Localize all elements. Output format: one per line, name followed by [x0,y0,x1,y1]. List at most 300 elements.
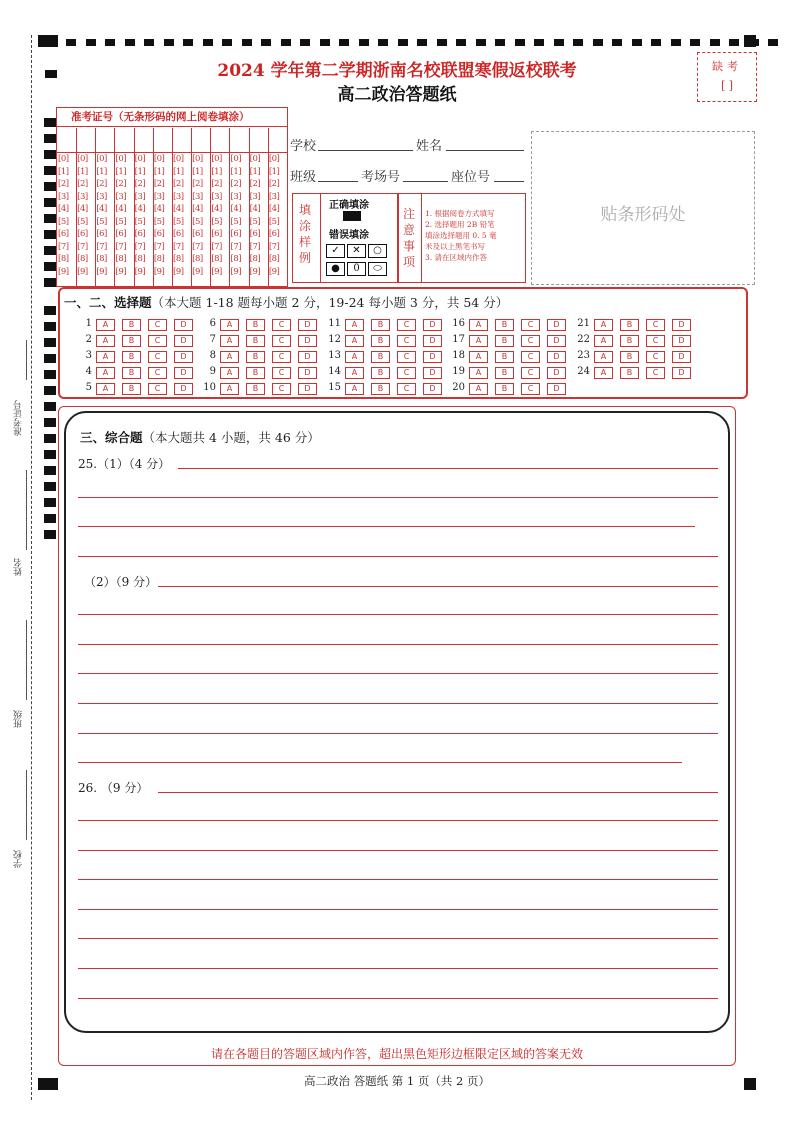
id-digit-bubble[interactable]: [7] [249,241,261,252]
choice-bubble-b[interactable]: B [246,367,265,379]
id-digit-bubble[interactable]: [7] [173,241,184,252]
top-timing-mark [690,39,700,46]
choice-bubble-d[interactable]: D [174,351,193,363]
choice-bubble-d[interactable]: D [672,319,691,331]
id-digit-bubble[interactable]: [6] [58,229,69,239]
top-timing-mark [144,39,154,46]
id-digit-bubble[interactable]: [2] [58,179,69,189]
id-digit-bubble[interactable]: [3] [153,191,165,202]
answer-line[interactable] [78,614,718,615]
id-digit-bubble[interactable]: [8] [96,254,107,264]
choice-bubble-b[interactable]: B [246,335,265,347]
warning-text: 请在各题目的答题区域内作答，超出黑色矩形边框限定区域的答案无效 [210,1047,583,1061]
choice-bubble-b[interactable]: B [495,367,514,379]
id-digit-bubble[interactable]: [3] [58,191,69,202]
choice-bubble-c[interactable]: C [646,351,665,363]
choice-bubble-c[interactable]: C [521,319,540,331]
choice-bubble-b[interactable]: B [122,351,141,363]
choice-bubble-b[interactable]: B [495,351,514,363]
answer-line[interactable] [78,968,718,969]
choice-bubble-c[interactable]: C [397,383,416,395]
choice-bubble-c[interactable]: C [272,351,291,363]
choice-bubble-d[interactable]: D [547,367,566,379]
id-digit-bubble[interactable]: [8] [77,254,88,264]
wrong-fill-label: 错误填涂 [329,230,369,241]
id-digit-bubble[interactable]: [0] [211,154,222,164]
seat-field[interactable] [494,181,524,182]
choice-bubble-c[interactable]: C [521,383,540,395]
choice-bubble-d[interactable]: D [174,335,193,347]
answer-line[interactable] [78,733,718,734]
choice-bubble-b[interactable]: B [371,319,390,331]
choice-question-number: 10 [203,382,216,393]
choice-bubble-c[interactable]: C [397,319,416,331]
choice-heading [64,293,508,311]
id-digit-bubble[interactable]: [8] [153,254,165,264]
choice-bubble-c[interactable]: C [148,351,167,363]
id-digit-bubble[interactable]: [6] [268,229,280,239]
choice-bubble-a[interactable]: A [345,383,364,395]
choice-bubble-b[interactable]: B [495,383,514,395]
id-digit-bubble[interactable]: [5] [96,216,107,227]
choice-bubble-a[interactable]: A [594,335,613,347]
choice-bubble-c[interactable]: C [272,319,291,331]
corner-mark [744,35,756,47]
answer-line[interactable] [78,909,718,910]
top-timing-mark [729,39,739,46]
id-digit-bubble[interactable]: [3] [96,191,107,202]
id-digit-bubble[interactable]: [8] [268,254,280,264]
id-digit-bubble[interactable]: [1] [173,166,184,177]
answer-line[interactable] [78,879,718,880]
id-digit-bubble[interactable]: [0] [230,154,242,164]
id-digit-bubble[interactable]: [5] [192,216,203,227]
corner-mark [38,35,58,47]
choice-question-number: 22 [577,334,590,345]
choice-bubble-a[interactable]: A [469,351,488,363]
exam-room-label: 考场号 [361,170,401,185]
choice-bubble-d[interactable]: D [298,319,317,331]
answer-line[interactable] [78,556,718,557]
choice-bubble-d[interactable]: D [672,335,691,347]
barcode-label: 贴条形码处 [600,205,686,225]
id-digit-bubble[interactable]: [0] [96,154,107,164]
choice-bubble-c[interactable]: C [397,335,416,347]
id-digit-bubble[interactable]: [3] [230,191,242,202]
id-digit-bubble[interactable]: [5] [153,216,165,227]
id-digit-bubble[interactable]: [9] [134,266,146,277]
side-label-class: 班级 [14,710,24,728]
id-digit-bubble[interactable]: [9] [115,266,127,277]
answer-line[interactable] [78,526,695,527]
id-digit-bubble[interactable]: [0] [173,154,184,164]
choice-question-number: 11 [328,318,341,329]
id-digit-bubble[interactable]: [5] [211,216,222,227]
id-digit-bubble[interactable]: [0] [268,154,280,164]
id-digit-bubble[interactable]: [0] [115,154,127,164]
id-digit-bubble[interactable]: [0] [153,154,165,164]
id-digit-bubble[interactable]: [1] [58,166,69,177]
top-timing-mark [320,39,330,46]
id-digit-bubble[interactable]: [3] [211,191,222,202]
id-digit-bubble[interactable]: [5] [58,216,69,227]
id-digit-bubble[interactable]: [1] [115,166,127,177]
side-timing-mark [44,166,56,175]
id-digit-bubble[interactable]: [7] [96,241,107,252]
choice-question-number: 23 [577,350,590,361]
id-digit-bubble[interactable]: [0] [77,154,88,164]
id-digit-bubble[interactable]: [9] [153,266,165,277]
absent-checkbox[interactable]: [ ] [720,79,734,92]
choice-bubble-b[interactable]: B [620,335,639,347]
id-digit-bubble[interactable]: [1] [153,166,165,177]
id-digit-bubble[interactable]: [8] [58,254,69,264]
top-timing-mark [222,39,232,46]
id-digit-bubble[interactable]: [9] [77,266,88,277]
id-digit-bubble[interactable]: [8] [249,254,261,264]
id-digit-bubble[interactable]: [3] [192,191,203,202]
choice-bubble-c[interactable]: C [148,335,167,347]
choice-bubble-b[interactable]: B [246,319,265,331]
side-underline-class [26,620,27,700]
id-digit-bubble[interactable]: [4] [211,204,222,214]
id-digit-bubble[interactable]: [9] [96,266,107,277]
id-digit-bubble[interactable]: [6] [230,229,242,239]
essay-heading [80,428,320,446]
id-digit-bubble[interactable]: [5] [77,216,88,227]
id-digit-bubble[interactable]: [2] [115,179,127,189]
id-digit-bubble[interactable]: [6] [96,229,107,239]
side-timing-mark [44,262,56,271]
choice-bubble-a[interactable]: A [96,351,115,363]
id-digit-bubble[interactable]: [2] [96,179,107,189]
top-timing-mark [495,39,505,46]
choice-bubble-d[interactable]: D [298,351,317,363]
id-digit-bubble[interactable]: [3] [173,191,184,202]
id-digit-bubble[interactable]: [6] [211,229,222,239]
id-digit-bubble[interactable]: [0] [134,154,146,164]
choice-bubble-d[interactable]: D [298,335,317,347]
class-field[interactable] [318,181,358,182]
choice-bubble-a[interactable]: A [220,335,239,347]
id-digit-bubble[interactable]: [1] [96,166,107,177]
notes-label: 注意事项 [403,207,416,269]
answer-line[interactable] [78,938,718,939]
choice-bubble-c[interactable]: C [646,367,665,379]
name-field[interactable] [446,150,524,151]
top-timing-mark [300,39,310,46]
choice-question-number: 24 [577,366,590,377]
id-digit-bubble[interactable]: [5] [173,216,184,227]
id-digit-bubble[interactable]: [3] [249,191,261,202]
choice-bubble-a[interactable]: A [469,319,488,331]
corner-mark [38,1078,58,1090]
choice-bubble-d[interactable]: D [547,319,566,331]
choice-bubble-a[interactable]: A [96,319,115,331]
choice-bubble-c[interactable]: C [646,335,665,347]
choice-bubble-d[interactable]: D [298,367,317,379]
side-timing-mark [44,214,56,223]
choice-bubble-b[interactable]: B [122,335,141,347]
note-item: 米及以上黑笔书写 [425,242,485,251]
choice-bubble-a[interactable]: A [345,335,364,347]
id-digit-bubble[interactable]: [6] [153,229,165,239]
id-digit-bubble[interactable]: [7] [153,241,165,252]
id-digit-bubble[interactable]: [3] [134,191,146,202]
answer-line[interactable] [78,998,718,999]
id-digit-bubble[interactable]: [4] [268,204,280,214]
choice-bubble-a[interactable]: A [469,335,488,347]
answer-line[interactable] [158,792,718,793]
notes-divider [421,194,422,282]
id-digit-bubble[interactable]: [6] [134,229,146,239]
choice-bubble-d[interactable]: D [298,383,317,395]
id-digit-bubble[interactable]: [4] [173,204,184,214]
corner-mark [744,1078,756,1090]
id-digit-bubble[interactable]: [8] [173,254,184,264]
choice-question-number: 13 [328,350,341,361]
school-label: 学校 [290,139,317,154]
id-digit-bubble[interactable]: [3] [115,191,127,202]
id-digit-bubble[interactable]: [8] [230,254,242,264]
id-digit-bubble[interactable]: [7] [115,241,127,252]
id-digit-bubble[interactable]: [4] [230,204,242,214]
notes-list [425,208,497,263]
choice-bubble-a[interactable]: A [594,351,613,363]
choice-bubble-d[interactable]: D [547,335,566,347]
choice-bubble-d[interactable]: D [423,319,442,331]
choice-bubble-a[interactable]: A [594,319,613,331]
choice-bubble-b[interactable]: B [371,335,390,347]
choice-bubble-b[interactable]: B [620,319,639,331]
absent-label: 缺考 [712,60,742,73]
choice-bubble-d[interactable]: D [174,319,193,331]
id-digit-bubble[interactable]: [1] [249,166,261,177]
choice-bubble-a[interactable]: A [594,367,613,379]
wrong-fill-mark: ⬭ [368,262,387,276]
answer-line[interactable] [78,673,718,674]
top-timing-mark [612,39,622,46]
id-digit-bubble[interactable]: [7] [134,241,146,252]
absent-box[interactable] [697,52,757,102]
choice-bubble-b[interactable]: B [371,351,390,363]
choice-bubble-b[interactable]: B [246,351,265,363]
top-timing-mark [398,39,408,46]
choice-bubble-c[interactable]: C [272,383,291,395]
answer-line[interactable] [78,497,718,498]
choice-bubble-b[interactable]: B [122,367,141,379]
id-digit-bubble[interactable]: [5] [268,216,280,227]
choice-bubble-a[interactable]: A [220,367,239,379]
top-timing-mark [164,39,174,46]
choice-bubble-a[interactable]: A [469,383,488,395]
choice-bubble-d[interactable]: D [423,367,442,379]
id-digit-bubble[interactable]: [1] [268,166,280,177]
notes-box [398,193,526,283]
id-digit-bubble[interactable]: [8] [115,254,127,264]
id-digit-bubble[interactable]: [4] [153,204,165,214]
id-digit-bubble[interactable]: [0] [249,154,261,164]
choice-bubble-a[interactable]: A [220,351,239,363]
answer-line[interactable] [78,762,682,763]
answer-line[interactable] [78,820,718,821]
choice-bubble-c[interactable]: C [272,367,291,379]
choice-bubble-b[interactable]: B [122,319,141,331]
choice-bubble-a[interactable]: A [345,367,364,379]
id-digit-bubble[interactable]: [4] [77,204,88,214]
id-digit-bubble[interactable]: [4] [249,204,261,214]
choice-bubble-c[interactable]: C [272,335,291,347]
choice-bubble-d[interactable]: D [423,351,442,363]
id-digit-bubble[interactable]: [6] [77,229,88,239]
top-timing-mark [378,39,388,46]
id-digit-bubble[interactable]: [4] [134,204,146,214]
id-digit-bubble[interactable]: [2] [249,179,261,189]
answer-line[interactable] [78,644,718,645]
choice-bubble-b[interactable]: B [246,383,265,395]
choice-bubble-a[interactable]: A [96,335,115,347]
id-digit-bubble[interactable]: [5] [115,216,127,227]
choice-bubble-d[interactable]: D [547,383,566,395]
choice-question-number: 21 [577,318,590,329]
choice-question-number: 12 [328,334,341,345]
choice-bubble-a[interactable]: A [96,383,115,395]
id-digit-bubble[interactable]: [5] [230,216,242,227]
id-digit-bubble[interactable]: [9] [192,266,203,277]
choice-bubble-c[interactable]: C [397,367,416,379]
id-digit-bubble[interactable]: [2] [134,179,146,189]
id-digit-bubble[interactable]: [1] [192,166,203,177]
id-digit-bubble[interactable]: [2] [268,179,280,189]
choice-bubble-a[interactable]: A [220,319,239,331]
side-timing-mark [44,370,56,379]
choice-question-number: 1 [85,318,92,329]
id-digit-bubble[interactable]: [3] [268,191,280,202]
id-digit-bubble[interactable]: [2] [173,179,184,189]
essay-title: 三、综合题 [80,430,143,445]
choice-bubble-c[interactable]: C [521,351,540,363]
id-digit-bubble[interactable]: [6] [249,229,261,239]
choice-bubble-b[interactable]: B [122,383,141,395]
answer-line[interactable] [158,586,718,587]
id-digit-bubble[interactable]: [0] [58,154,69,164]
id-digit-bubble[interactable]: [8] [134,254,146,264]
id-digit-bubble[interactable]: [0] [192,154,203,164]
choice-bubble-c[interactable]: C [521,335,540,347]
note-item: 1. 根据阅卷方式填写 [425,209,495,218]
choice-bubble-c[interactable]: C [397,351,416,363]
id-digit-bubble[interactable]: [6] [192,229,203,239]
id-digit-bubble[interactable]: [6] [115,229,127,239]
id-digit-bubble[interactable]: [7] [211,241,222,252]
top-timing-mark [339,39,349,46]
id-digit-bubble[interactable]: [7] [58,241,69,252]
side-timing-mark [44,306,56,315]
id-digit-bubble[interactable]: [4] [115,204,127,214]
school-field[interactable] [318,150,413,151]
id-digit-bubble[interactable]: [9] [58,266,69,277]
id-digit-bubble[interactable]: [7] [77,241,88,252]
choice-bubble-d[interactable]: D [672,367,691,379]
choice-question-number: 18 [452,350,465,361]
side-timing-mark [44,514,56,523]
answer-line[interactable] [178,468,718,469]
id-digit-bubble[interactable]: [9] [268,266,280,277]
choice-bubble-a[interactable]: A [345,319,364,331]
id-digit-bubble[interactable]: [2] [230,179,242,189]
id-digit-bubble[interactable]: [9] [211,266,222,277]
exam-room-field[interactable] [403,181,448,182]
id-digit-bubble[interactable]: [9] [173,266,184,277]
id-digit-bubble[interactable]: [4] [58,204,69,214]
choice-bubble-b[interactable]: B [371,383,390,395]
id-digit-bubble[interactable]: [4] [96,204,107,214]
side-timing-mark [44,466,56,475]
choice-bubble-b[interactable]: B [371,367,390,379]
side-timing-mark [44,434,56,443]
id-digit-bubble[interactable]: [1] [211,166,222,177]
choice-bubble-a[interactable]: A [220,383,239,395]
answer-line[interactable] [78,703,718,704]
choice-bubble-b[interactable]: B [620,367,639,379]
answer-line[interactable] [78,850,718,851]
choice-question-number: 2 [85,334,92,345]
choice-bubble-b[interactable]: B [495,335,514,347]
id-digit-bubble[interactable]: [6] [173,229,184,239]
choice-bubble-d[interactable]: D [672,351,691,363]
choice-bubble-b[interactable]: B [620,351,639,363]
id-digit-bubble[interactable]: [2] [153,179,165,189]
id-digit-bubble[interactable]: [2] [77,179,88,189]
choice-question-number: 17 [452,334,465,345]
id-digit-bubble[interactable]: [3] [77,191,88,202]
choice-bubble-a[interactable]: A [345,351,364,363]
choice-bubble-c[interactable]: C [646,319,665,331]
choice-bubble-d[interactable]: D [547,351,566,363]
choice-bubble-c[interactable]: C [521,367,540,379]
id-digit-bubble[interactable]: [7] [268,241,280,252]
side-timing-mark [44,278,56,287]
choice-bubble-d[interactable]: D [423,383,442,395]
id-digit-bubble[interactable]: [8] [192,254,203,264]
choice-bubble-c[interactable]: C [148,383,167,395]
id-digit-bubble[interactable]: [7] [192,241,203,252]
choice-bubble-d[interactable]: D [174,383,193,395]
side-label-school: 学校 [14,850,24,868]
id-digit-bubble[interactable]: [4] [192,204,203,214]
id-digit-bubble[interactable]: [9] [249,266,261,277]
id-digit-bubble[interactable]: [5] [249,216,261,227]
id-digit-bubble[interactable]: [2] [192,179,203,189]
choice-bubble-c[interactable]: C [148,367,167,379]
id-digit-bubble[interactable]: [7] [230,241,242,252]
id-grid-title: 准考证号（无条形码的网上阅卷填涂） [57,108,287,127]
id-digit-bubble[interactable]: [1] [77,166,88,177]
id-digit-bubble[interactable]: [9] [230,266,242,277]
id-digit-bubble[interactable]: [8] [211,254,222,264]
id-digit-bubble[interactable]: [1] [134,166,146,177]
choice-bubble-a[interactable]: A [96,367,115,379]
choice-bubble-d[interactable]: D [423,335,442,347]
choice-bubble-c[interactable]: C [148,319,167,331]
choice-bubble-a[interactable]: A [469,367,488,379]
id-digit-bubble[interactable]: [5] [134,216,146,227]
wrong-fill-mark: ✓ [326,244,345,258]
id-digit-bubble[interactable]: [1] [230,166,242,177]
choice-bubble-b[interactable]: B [495,319,514,331]
id-digit-bubble[interactable]: [2] [211,179,222,189]
choice-bubble-d[interactable]: D [174,367,193,379]
